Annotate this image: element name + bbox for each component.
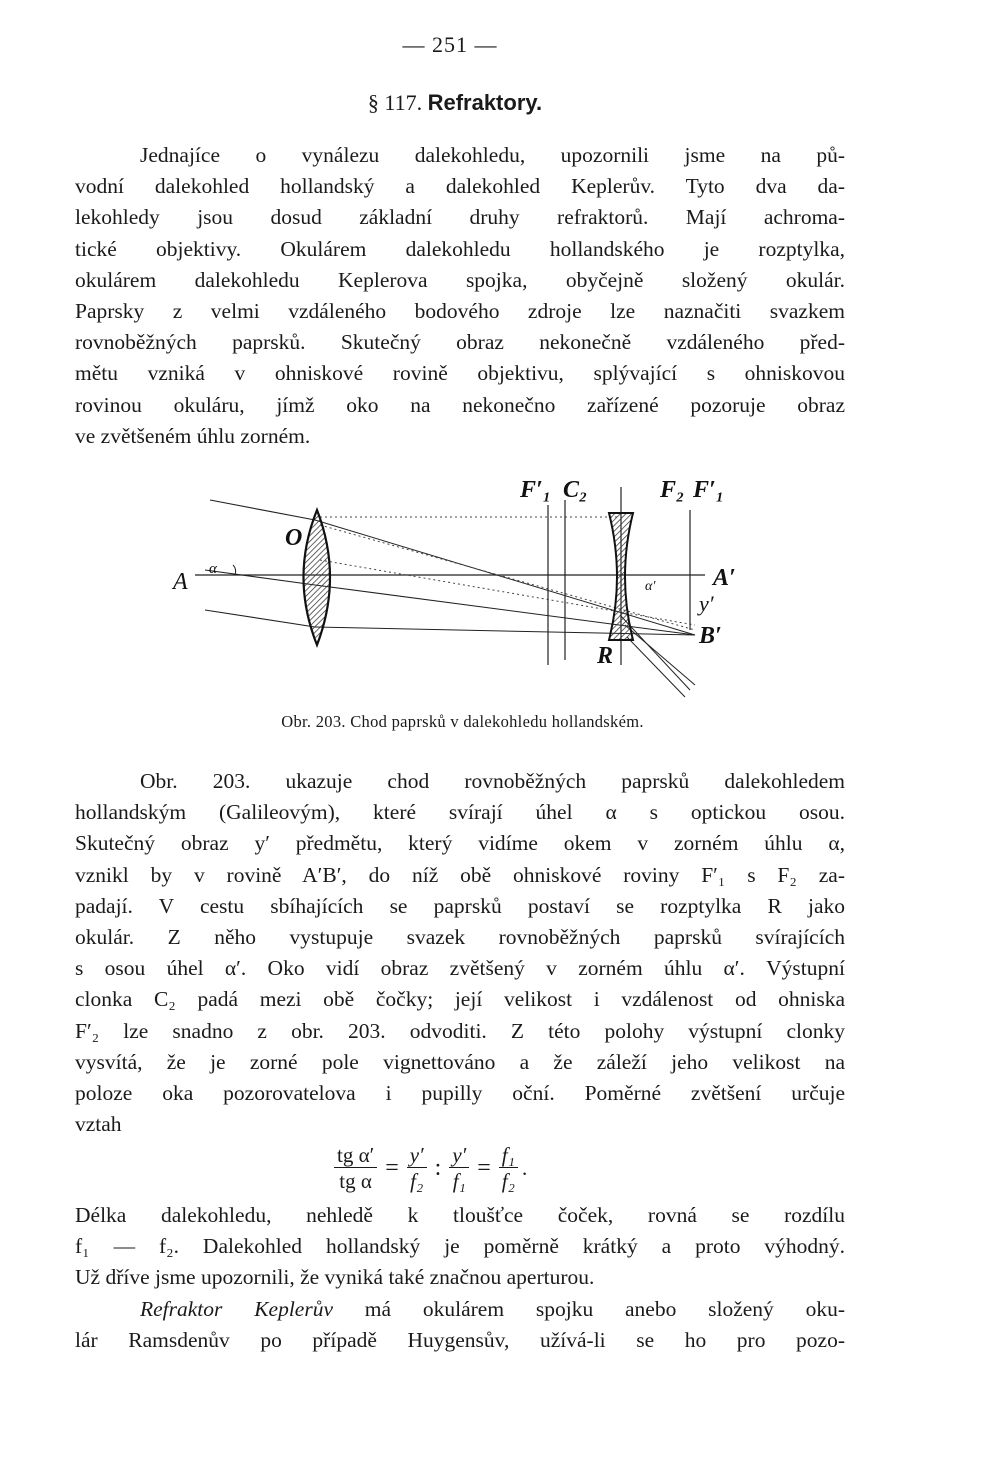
text-rest: má okulárem spojku anebo složený oku- bbox=[333, 1297, 845, 1321]
text-line: vodní dalekohled hollandský a dalekohled Keplerův. Tyto dva da- bbox=[75, 174, 845, 199]
text-line: okulárem dalekohledu Keplerova spojka, obyčejně složený okulár. bbox=[75, 267, 845, 292]
numerator: tg α′ bbox=[334, 1143, 377, 1168]
text-line: Skutečný obraz y′ předmětu, který vidíme okem v zorném úhlu α, bbox=[75, 831, 845, 856]
text-line: f₁ — f₂. Dalekohled hollandský je poměrně krátký a proto výhodný. bbox=[75, 1234, 845, 1259]
label-A: A bbox=[173, 569, 188, 595]
formula-period: . bbox=[521, 1155, 528, 1180]
label-O: O bbox=[285, 525, 303, 551]
ray bbox=[205, 610, 315, 627]
objective-lens bbox=[304, 510, 331, 645]
denominator: f₂ bbox=[501, 1168, 515, 1193]
ray bbox=[315, 585, 695, 635]
section-symbol: § 117. bbox=[367, 90, 423, 115]
text-line: vznikl by v rovině A′B′, do níž obě ohniskové roviny F′₁ s F₂ za- bbox=[75, 862, 845, 887]
fraction bbox=[449, 1143, 469, 1194]
text-line-with-italic bbox=[75, 1294, 845, 1325]
text-line: rovnoběžných paprsků. Skutečný obraz nekonečně vzdáleného před- bbox=[75, 330, 845, 355]
denominator: tg α bbox=[339, 1168, 372, 1193]
text-line: okulár. Z něho vystupuje svazek rovnoběžných paprsků svírajících bbox=[75, 925, 845, 950]
italic-term: Refraktor Keplerův bbox=[140, 1297, 334, 1321]
ray bbox=[210, 500, 315, 520]
magnification-formula bbox=[330, 1138, 527, 1198]
label-y-prime: y′ bbox=[699, 591, 714, 616]
section-title bbox=[0, 90, 910, 116]
text-line: hollandským (Galileovým), které svírají úhel α s optickou osou. bbox=[75, 800, 845, 825]
equals-sign: = bbox=[385, 1154, 399, 1181]
text-line: s osou úhel α′. Oko vidí obraz zvětšený v zorném úhlu α′. Výstupní bbox=[75, 956, 845, 981]
figure-caption: Obr. 203. Chod paprsků v dalekohledu hollandském. bbox=[281, 712, 644, 731]
numerator: y′ bbox=[449, 1143, 469, 1168]
text-line: padají. V cestu sbíhajících se paprsků postaví se rozptylka R jako bbox=[75, 893, 845, 918]
label-F1-prime-right: F′₁ bbox=[693, 477, 725, 503]
ray bbox=[205, 570, 315, 585]
numerator: f₁ bbox=[499, 1143, 518, 1168]
dotted-ray bbox=[320, 525, 695, 630]
text-line: lekohledy jsou dosud základní druhy refraktorů. Mají achroma- bbox=[75, 205, 845, 230]
paragraph-1 bbox=[75, 140, 845, 452]
text-line: Délka dalekohledu, nehledě k tloušťce čoček, rovná se rozdílu bbox=[75, 1203, 845, 1227]
label-C2: C₂ bbox=[563, 477, 588, 503]
label-F2: F₂ bbox=[660, 477, 685, 503]
ray bbox=[315, 520, 695, 635]
ratio-sign: : bbox=[434, 1154, 442, 1181]
text-line: clonka C₂ padá mezi obě čočky; její velikost i vzdálenost od ohniska bbox=[75, 987, 845, 1012]
page-number: — 251 — bbox=[402, 32, 498, 57]
equals-sign: = bbox=[477, 1154, 491, 1181]
paragraph-3 bbox=[75, 1200, 845, 1294]
text-line: poloze oka pozorovatelova i pupilly oční. Poměrné zvětšení určuje bbox=[75, 1081, 845, 1106]
label-A-prime: A′ bbox=[713, 565, 736, 591]
figure-203-diagram bbox=[165, 465, 755, 705]
text-line: vysvítá, že je zorné pole vignettováno a že záleží jeho velikost na bbox=[75, 1049, 845, 1074]
label-R: R bbox=[597, 643, 614, 669]
text-line: Obr. 203. ukazuje chod rovnoběžných paprsků dalekohledem bbox=[140, 769, 845, 793]
text-line: vztah bbox=[75, 1112, 122, 1137]
fraction bbox=[499, 1143, 518, 1194]
fraction bbox=[407, 1143, 427, 1194]
text-line: Jednajíce o vynálezu dalekohledu, upozornili jsme na pů- bbox=[140, 143, 845, 167]
fraction bbox=[334, 1143, 377, 1194]
section-heading: Refraktory. bbox=[427, 90, 543, 115]
paragraph-4 bbox=[75, 1294, 845, 1356]
denominator: f₁ bbox=[452, 1168, 466, 1193]
text-line: Už dříve jsme upozornili, že vyniká také značnou aperturou. bbox=[75, 1265, 595, 1290]
text-line: F′₂ lze snadno z obr. 203. odvoditi. Z této polohy výstupní clonky bbox=[75, 1018, 845, 1043]
exit-ray bbox=[627, 637, 685, 697]
label-B-prime: B′ bbox=[699, 623, 722, 649]
paragraph-2 bbox=[75, 766, 845, 1140]
text-line: rovinou okuláru, jímž oko na nekonečno zařízené pozoruje obraz bbox=[75, 392, 845, 417]
text-line: ve zvětšeném úhlu zorném. bbox=[75, 423, 311, 448]
label-F1-prime: F′₁ bbox=[520, 477, 552, 503]
text-line: tické objektivy. Okulárem dalekohledu hollandského je rozptylka, bbox=[75, 236, 845, 261]
denominator: f₂ bbox=[410, 1168, 424, 1193]
label-alpha-prime: α′ bbox=[645, 579, 656, 594]
text-line: mětu vzniká v ohniskové rovině objektivu, splývající s ohniskovou bbox=[75, 361, 845, 386]
text-line: lár Ramsdenův po případě Huygensův, užívá-li se ho pro pozo- bbox=[75, 1328, 845, 1353]
dotted-ray bbox=[320, 560, 695, 625]
eyepiece-lens bbox=[609, 513, 633, 640]
label-alpha: α bbox=[209, 561, 217, 577]
numerator: y′ bbox=[407, 1143, 427, 1168]
telescope-ray-diagram bbox=[165, 465, 755, 705]
text-line: Paprsky z velmi vzdáleného bodového zdroje lze naznačiti svazkem bbox=[75, 299, 845, 324]
